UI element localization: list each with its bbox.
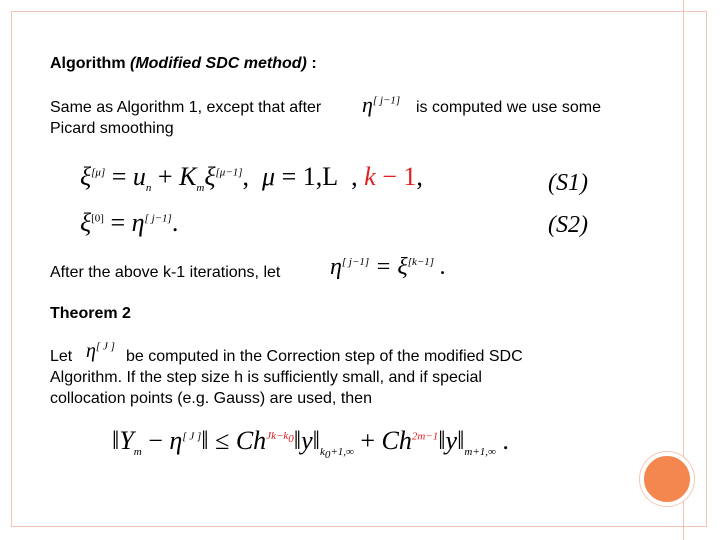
eta-J-inline: η[ J ] — [86, 340, 115, 362]
intro-line1-end: is computed we use some — [416, 99, 601, 116]
theorem-line2: Algorithm. If the step size h is sufficiently small, and if special — [50, 369, 482, 386]
after-iterations-text: After the above k-1 iterations, let — [50, 264, 281, 281]
equation-s2: ξ[0] = η[ j−1]. — [80, 208, 179, 237]
theorem-line1-rest: be computed in the Correction step of the modified SDC — [126, 348, 523, 365]
eta-j-minus-1-inline: η[ j−1] — [362, 92, 401, 117]
equation-s1: $\xi[\mu] = u_n + K_m\xi[\mu-1]$, μ = 1,L , k − 1, — [80, 162, 423, 195]
intro-line2: Picard smoothing — [50, 120, 174, 137]
title-bold: Algorithm — [50, 55, 126, 72]
theorem-heading: Theorem 2 — [50, 305, 131, 322]
title-italic: (Modified SDC method) — [130, 55, 307, 72]
equation-s2-label: (S2) — [548, 212, 588, 238]
eta-assignment-equation: η[ j−1] = ξ[k−1] . — [330, 254, 447, 280]
theorem-let: Let — [50, 348, 73, 365]
intro-line1-start: Same as Algorithm 1, except that after — [50, 99, 322, 116]
error-bound-equation: $‖Y_m$ − η[ J ]‖ ≤ $Ch^{Jk-k_0}‖y‖_{k_0+1,\infty}$ + $Ch^{2m-1}‖y‖_{m+1,\infty}$ . — [112, 426, 509, 462]
equation-s1-label: (S1) — [548, 170, 588, 196]
decorative-circle — [640, 452, 694, 506]
title-suffix: : — [306, 55, 317, 72]
algorithm-title — [50, 54, 317, 74]
theorem-line3: collocation points (e.g. Gauss) are used, then — [50, 390, 372, 407]
